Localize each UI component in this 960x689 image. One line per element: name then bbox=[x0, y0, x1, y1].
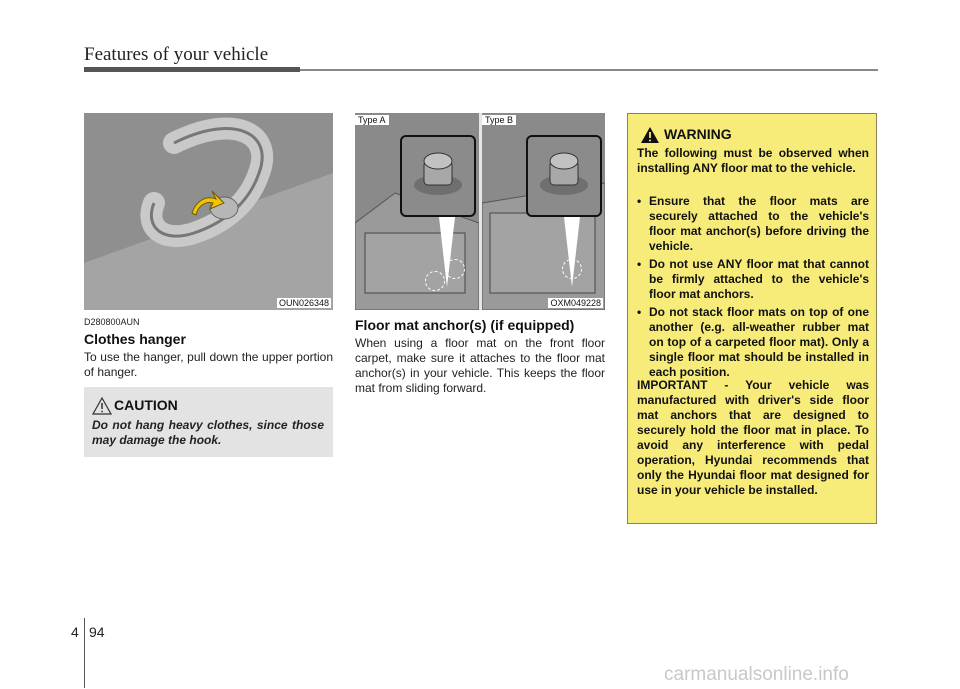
type-a-inset bbox=[400, 135, 476, 217]
section-code: D280800AUN bbox=[84, 317, 140, 327]
type-b-label: Type B bbox=[482, 115, 516, 125]
warning-intro: The following must be observed when installing ANY floor mat to the vehicle. bbox=[637, 146, 869, 175]
warning-list bbox=[637, 194, 869, 383]
page-header-title: Features of your vehicle bbox=[84, 44, 269, 65]
type-b-panel bbox=[482, 113, 605, 310]
warning-item: • Do not use ANY floor mat that cannot be firmly attached to the vehicle's floor mat anchors. bbox=[637, 257, 869, 301]
photo-code-label: OUN026348 bbox=[278, 298, 329, 308]
type-b-anchor-circle bbox=[562, 259, 582, 279]
bullet-icon: • bbox=[637, 257, 642, 271]
footer-rule bbox=[84, 618, 85, 688]
caution-triangle-icon bbox=[92, 397, 112, 415]
footer-chapter: 4 bbox=[71, 624, 79, 640]
bullet-icon: • bbox=[637, 194, 642, 208]
warning-box bbox=[627, 113, 877, 524]
type-a-anchor-circle-2 bbox=[445, 259, 465, 279]
type-b-inset bbox=[526, 135, 602, 217]
warning-title: WARNING bbox=[664, 126, 732, 142]
clothes-hanger-body: To use the hanger, pull down the upper portion of hanger. bbox=[84, 350, 333, 379]
hanger-illustration bbox=[84, 113, 333, 310]
anchor-icon bbox=[402, 137, 474, 215]
floor-mat-body: When using a floor mat on the front floor carpet, make sure it attaches to the floor mat anchor(s) in your vehicle. This keeps the floor mat from sliding forward. bbox=[355, 336, 605, 395]
caution-box bbox=[84, 387, 333, 457]
type-a-label: Type A bbox=[355, 115, 389, 125]
anchor-icon bbox=[528, 137, 600, 215]
watermark: carmanualsonline.info bbox=[664, 664, 849, 685]
clothes-hanger-heading: Clothes hanger bbox=[84, 331, 186, 347]
caution-title: CAUTION bbox=[114, 397, 178, 413]
warning-item: • Ensure that the floor mats are securely attached to the vehicle's floor mat anchor(s) before driving the vehicle. bbox=[637, 194, 869, 253]
photo-code-label: OXM049228 bbox=[550, 298, 601, 308]
header-rule-thin bbox=[300, 69, 878, 71]
clothes-hanger-photo bbox=[84, 113, 333, 310]
caution-text: Do not hang heavy clothes, since those may damage the hook. bbox=[92, 418, 324, 447]
type-a-panel bbox=[355, 113, 479, 310]
header-rule-thick bbox=[84, 67, 300, 72]
footer-page-number: 94 bbox=[89, 624, 105, 640]
type-a-anchor-circle-1 bbox=[425, 271, 445, 291]
warning-triangle-icon bbox=[640, 126, 660, 144]
floor-mat-photo bbox=[355, 113, 605, 310]
warning-important: IMPORTANT - Your vehicle was manufactured with driver's side floor mat anchors that are designed to securely hold the floor mat in place. To avoid any interference with pedal operation, Hyundai recommends that only the Hyundai floor mat designed for use in your vehicle be installed. bbox=[637, 378, 869, 497]
warning-item: • Do not stack floor mats on top of one another (e.g. all-weather rubber mat on top of a carpeted floor mat). Only a single floor mat should be installed in each position. bbox=[637, 305, 869, 379]
floor-mat-heading: Floor mat anchor(s) (if equipped) bbox=[355, 317, 575, 333]
bullet-icon: • bbox=[637, 305, 642, 319]
